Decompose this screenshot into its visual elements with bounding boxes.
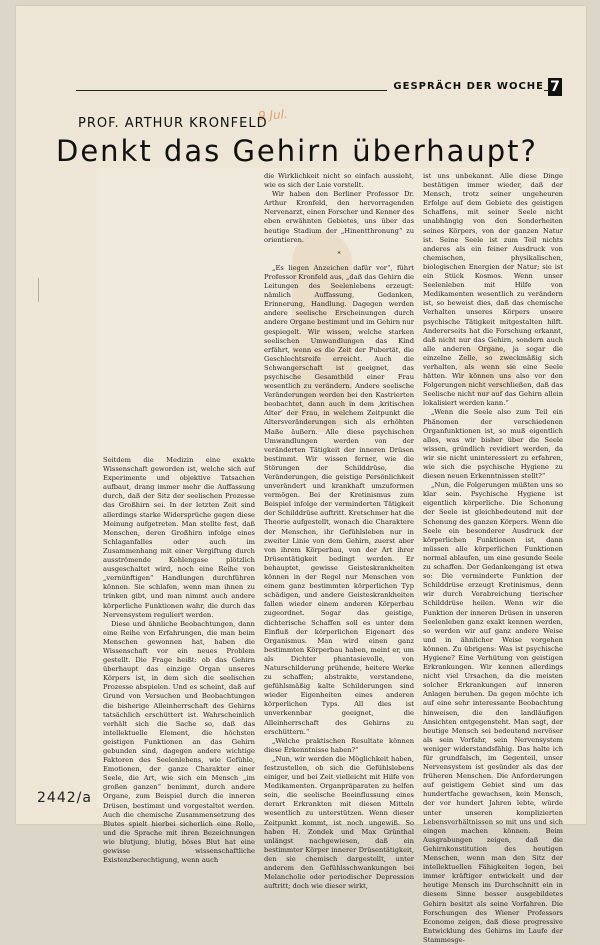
paragraph: Seitdem die Medizin eine exakte Wissenschaft geworden ist, welche sich auf Experimente und objektive Tatsachen aufbaut, drang immer mehr die Auffassung durch, daß der Sitz der seelischen Prozesse das Großhirn sei. In der letzten Zeit sind allerdings starke Widersprüche gegen diese Meinung aufgetreten. Man stellte fest, daß Menschen, deren Großhirn infolge eines Schlaganfalles oder auch im Zusammenhang mit einer Vergiftung durch ausströmende Kohlengase plötzlich ausgeschaltet wird, noch eine Reihe von „vernünftigen“ Handlungen durchführen können. Sie schlafen, wenn man ihnen zu trinken gibt, und man nimmt auch andere körperliche Funktionen wahr, die durch das Nervensystem reguliert werden. (103, 456, 255, 619)
paragraph: die Wirklichkeit nicht so einfach aussieht, wie es sich der Laie vorstellt. (264, 172, 414, 190)
paragraph: „Welche praktischen Resultate können diese Erkenntnisse haben?“ (264, 736, 414, 754)
margin-mark (38, 278, 44, 302)
handwritten-date: 9 Jul. (257, 106, 289, 124)
article-column-1 (103, 456, 255, 865)
paragraph: ist uns unbekannt. Alle diese Dinge bestätigen immer wieder, daß der Mensch, trotz seiner ungeheuren Erfolge auf dem Gebiete des geistigen Schaffens, mit seiner Seele nicht unabhängig von den Sonderheiten seines Körpers, von der ganzen Natur ist. Seine Seele ist zum Teil nichts anderes als ein feiner Ausdruck von chemischen, physikalischen, biologischen Energien der Natur; sie ist ein Stück Kosmos. Wenn unser Seelenleben mit Hilfe von Medikamenten wesentlich zu verändern ist, so beweist dies, daß das chemische Verhalten unseres Körpers unsere psychische Tätigkeit mitgestalten hilft. Andererseits hat die Forschung erkannt, daß nicht nur das Gehirn, sondern auch alle anderen Organe, ja sogar die einzelne Zelle, so zweckmäßig sich verhalten, als wenn sie eine Seele hätten. Wir können uns also vor den Folgerungen nicht verschließen, daß das Seelische nicht nur auf das Gehirn allein lokalisiert werden kann.“ (423, 172, 563, 408)
section-header (76, 78, 566, 104)
author-line: PROF. ARTHUR KRONFELD (78, 116, 268, 131)
paragraph: „Wenn die Seele also zum Teil ein Phänomen der verschiedenen Organfunktionen ist, so muß eigentlich alles, was wir bisher über die Seele wissen, gründlich revidiert werden, da wir sie nicht uninteressiert zu erfahren, wie sich die psychische Hygiene zu diesen neuen Erkenntnissen stellt?“ (423, 408, 563, 481)
paragraph: „Nun, die Folgerungen müßten uns so klar sein. Psychische Hygiene ist eigentlich körperliche. Die Schonung der Seele ist gleichbedeutend mit der Schonung des ganzen Körpers. Wenn die Seele ein besonderer Ausdruck der körperlichen Funktionen ist, dann müssen alle körperlichen Funktionen normal ablaufen, um eine gesunde Seele zu schaffen. Der Gedankengang ist etwa so: Die verminderte Funktion der Schilddrüse erzeugt Kretinismus, denn wir durch Verabreichung tierischer Schilddrüse heilen. Wenn wir die Funktion der inneren Drüsen in unseren Seelenleben ganz exakt kennen werden, so werden wir auf ganz andere Weise und in ähnlicher Weise vorgehen können. Zu übrigens: Was ist psychische Hygiene? Eine Verhütung von geistigen Erkrankungen. Wir kennen allerdings nicht viel Ursachen, da die meisten solcher Erkrankungen auf inneren Anlagen beruhen. Da gegen möchte ich auf eine sehr interessante Beobachtung hinweisen, die den landläufigen Ansichten entgegensteht. Man sagt, der heutige Mensch sei bedeutend nervöser als sein Vorfahr, sein Nervensystem weniger widerstandsfähig. Das halte ich für grundfalsch, im Gegenteil, unser Nervensystem ist gesünder als das der früheren Menschen. Die Anforderungen auf geistigem Gebiet sind um das hundertfache gewachsen, kein Mensch, der vor hundert Jahren lebte, würde unter unseren komplizierten Lebensverhältnissen so mit uns und sich eingen machen können. Beim Ausgrabungen zeigen, daß die Gehirnkonstitution des heutigen Menschen, wenn man den Sitz der intellektuellen Fähigkeiten legen, bei immer kräftiger entwickelt und der heutige Mensch im Durchschnitt ein in diesem Sinne besser ausgebildetes Gehirn besitzt als seine Vorfahren. Die Forschungen des Wiener Professors Economo zeigen, daß diese progressive Entwicklung des Gehirns im Laufe der Stammesge- (423, 481, 563, 944)
paragraph: Diese und ähnliche Beobachtungen, dann eine Reihe von Erfahrungen, die man beim Menschen gewonnen hat, haben die Wissenschaft vor ein neues Problem gestellt. Die Frage heißt: ob das Gehirn überhaupt das einzige Organ unseres Körpers ist, in dem sich die seelischen Prozesse abspielen. Und es scheint, daß auf Grund von Versuchen und Beobachtungen die bisherige Alleinherrschaft des Gehirns tatsächlich erschüttert ist. Wahrscheinlich verhält sich die Sache so, daß das intellektuelle Element, die höchsten geistigen Funktionen an das Gehirn gebunden sind, dagegen andere wichtige Faktoren des Seelenlebens, wie Gefühle, Emotionen, der ganze Charakter einer Seele, die Art, wie sich ein Mensch „im großen ganzen“ benimmt, durch andere Organe, zum Beispiel durch die inneren Drüsen, bestimmt und vorgestaltet werden. Auch die chemische Zusammensetzung des Blutes spielt hierbei sicherlich eine Rolle, und die Sprache mit ihren Bezeichnungen wie blutjung, blutig, böses Blut hat eine gewisse wissenschaftliche Existenzberechtigung, wenn auch (103, 619, 255, 865)
section-title: GESPRÄCH DER WOCHE (387, 81, 544, 92)
headline: Denkt das Gehirn überhaupt? (56, 134, 538, 168)
inventory-number: 2442/a (37, 790, 92, 806)
article-column-3 (423, 172, 563, 945)
page-number: 7 (548, 78, 562, 96)
article-column-2 (264, 172, 414, 891)
paragraph: Wir haben den Berliner Professor Dr. Arthur Kronfeld, den hervorragenden Nervenarzt, einen Forscher und Kenner des eben erwähnten Gebietes, uns über das heutige Stadium der „Hinentthronung“ zu orientieren. (264, 190, 414, 244)
paragraph: „Nun, wir werden die Möglichkeit haben, festzustellen, ob sich die Gefühlslebens einiger, und bei Zeit vielleicht mit Hilfe von Medikamenten. Organpräparaten zu helfen sein, die seelische Beeinflussung eines derart Erkrankten mit diesen Mitteln wesentlich zu unterstützen. Wenn dieser Zeitpunkt kommt, ist noch ungewiß. So haben H. Zondek und Max Grünthal unlängst nachgewiesen, daß ein bestimmter Körper innerer Drüsentätigkeit, den sie chemisch dargestellt, unter anderem den Gefühlsschwankungen bei Melancholie oder periodischer Depression auftritt; doch wie dieser wirkt, (264, 754, 414, 891)
paragraph: „Es liegen Anzeichen dafür vor“, führt Professor Kronfeld aus, „daß das Gehirn die Leitungen des Seelenlebens erzeugt: nämlich Auffassung, Gedanken, Erinnerung, Handlung. Dagegen werden andere seelische Erscheinungen durch andere Organe bestimmt und im Gehirn nur gespiegelt. Wir wissen, welche starken seelischen Umwandlungen das Kind erfährt, wenn es die Zeit der Pubertät, die Geschlechtsreife erreicht. Auch die Schwangerschaft ist geeignet, das psychische Gesamtbild einer Frau wesentlich zu verändern. Andere seelische Veränderungen werden bei den Kastrierten beobachtet, dann auch in dem ‚kritischen Alter‘ der Frau, in welchem Zeitpunkt die Altersveränderungen sich als erhöhten Maße äußern. Alle diese psychischen Umwandlungen werden von der veränderten Tätigkeit der inneren Drüsen bestimmt. Wir wissen ferner, wie die Störungen der Schilddrüse, die Veränderungen, die geistige Persönlichkeit unverändert und krankhaft umzuformen vermögen. Bei der Kretinismus zum Beispiel infolge der verminderten Tätigkeit der Schilddrüse auftritt. Kretschmer hat die Theorie aufgestellt, wonach die Charaktere der Menschen, ihr Gefühlsleben nur in zweiter Linie von dem Gehirn, zuerst aber von ihrem Körperbau, von der Art ihrer Drüsentätigkeit bedingt werden. Er behauptet, gewisse Geisteskrankheiten können in der Regel nur Menschen von einem ganz bestimmten körperlichen Typ schädigen, und andere Geisteskrankheiten fallen wieder einem anderen Körperbau zugeordnet. Sogar das geistige, dichterische Schaffen soll es unter dem Einfluß der körperlichen Eigenart des Organismus. Man wird einen ganz bestimmten Körperbau haben, meint er, um als Dichter phantasievolle, von Naturschilderung prühende, heitere Werke zu schaffen; abstrakte, verstandene, gefühlsmäßig kalte Schilderungen sind wieder Eigenheiten eines anderen körperlichen Typs. All dies ist unverkennbar geeignet, die Alleinherrschaft des Gehirns zu erschüttern.“ (264, 263, 414, 736)
section-separator: * (337, 249, 341, 258)
